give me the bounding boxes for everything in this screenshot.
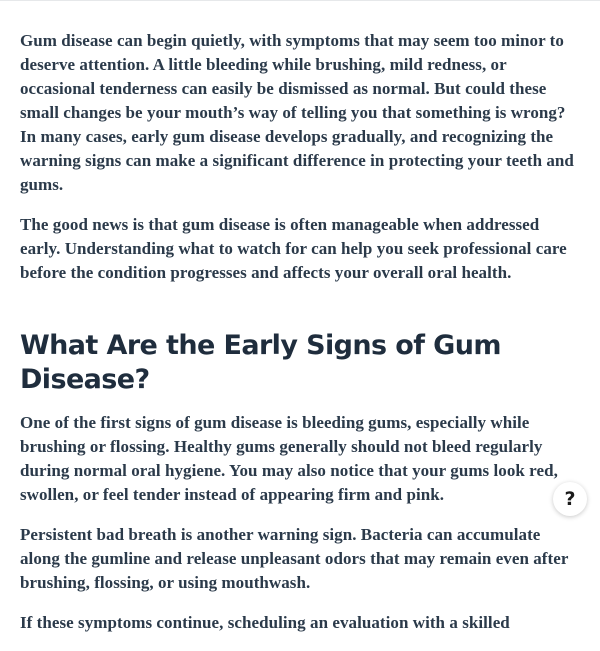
section-paragraph-3: If these symptoms continue, scheduling an evaluation with a skilled <box>20 613 510 632</box>
top-divider <box>0 0 600 1</box>
intro-paragraph-2: The good news is that gum disease is often manageable when addressed early. Understanding what to watch for can help you seek professional care before the condition progresses and affects your overall oral health. <box>20 215 567 282</box>
question-mark-icon: ? <box>564 487 576 510</box>
section-paragraph-2: Persistent bad breath is another warning sign. Bacteria can accumulate along the gumline and release unpleasant odors that may remain even after brushing, flossing, or using mouthwash. <box>20 525 569 592</box>
section-heading: What Are the Early Signs of Gum Disease? <box>20 330 501 395</box>
intro-paragraph-1: Gum disease can begin quietly, with symptoms that may seem too minor to deserve attention. A little bleeding while brushing, mild redness, or occasional tenderness can easily be dismissed as normal. But could these small changes be your mouth’s way of telling you that something is wrong? In many cases, early gum disease develops gradually, and recognizing the warning signs can make a significant difference in protecting your teeth and gums. <box>20 31 574 194</box>
article-content <box>20 29 582 651</box>
section-paragraph-1: One of the first signs of gum disease is bleeding gums, especially while brushing or flossing. Healthy gums generally should not bleed regularly during normal oral hygiene. You may also notice that your gums look red, swollen, or feel tender instead of appearing firm and pink. <box>20 413 558 504</box>
help-button[interactable] <box>553 482 587 516</box>
